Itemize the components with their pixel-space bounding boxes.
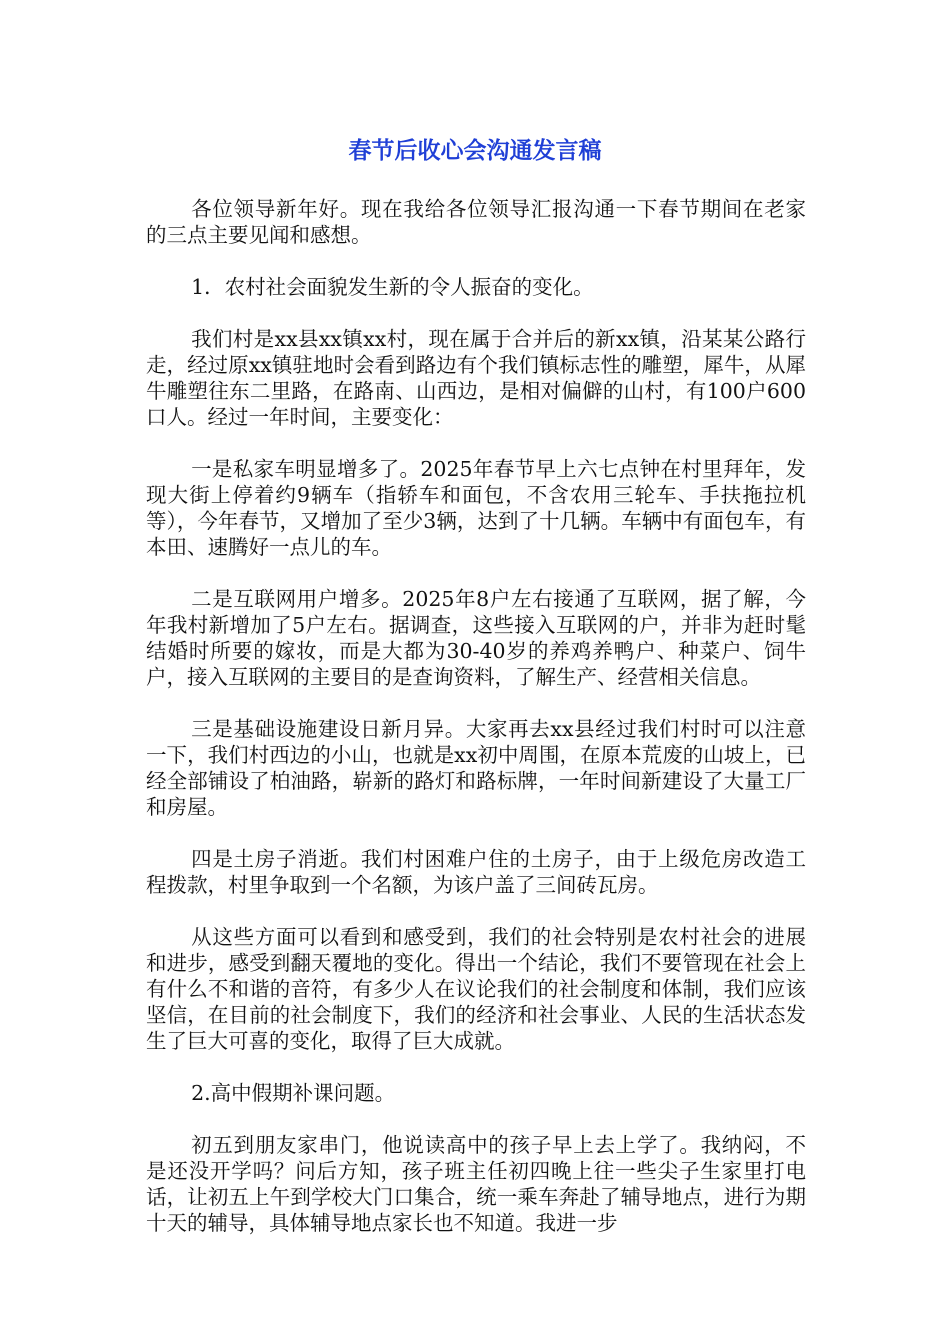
- paragraph-infrastructure: 三是基础设施建设日新月异。大家再去xx县经过我们村时可以注意一下，我们村西边的小山，也就是xx初中周围，在原本荒废的山坡上，已经全部铺设了柏油路，崭新的路灯和路标牌，一年时间新建设了大量工厂和房屋。: [146, 717, 806, 819]
- document-title: 春节后收心会沟通发言稿: [348, 138, 602, 164]
- paragraph-greeting: 各位领导新年好。现在我给各位领导汇报沟通一下春节期间在老家的三点主要见闻和感想。: [146, 197, 806, 247]
- paragraph-private-cars: 一是私家车明显增多了。2025年春节早上六七点钟在村里拜年，发现大街上停着约9辆车（指轿车和面包，不含农用三轮车、手扶拖拉机等），今年春节，又增加了至少3辆，达到了十几辆。车辆中有面包车，有本田、速腾好一点儿的车。: [146, 457, 806, 559]
- paragraph-heading-2: 2.高中假期补课问题。: [191, 1081, 396, 1105]
- paragraph-internet-users: 二是互联网用户增多。2025年8户左右接通了互联网，据了解，今年我村新增加了5户左右。据调查，这些接入互联网的户，并非为赶时髦结婚时所要的嫁妆，而是大都为30-40岁的养鸡养鸭户、种菜户、饲牛户，接入互联网的主要目的是查询资料，了解生产、经营相关信息。: [146, 587, 806, 689]
- paragraph-conclusion: 从这些方面可以看到和感受到，我们的社会特别是农村社会的进展和进步，感受到翻天覆地的变化。得出一个结论，我们不要管现在社会上有什么不和谐的音符，有多少人在议论我们的社会制度和体制，我们应该坚信，在目前的社会制度下，我们的经济和社会事业、人民的生活状态发生了巨大可喜的变化，取得了巨大成就。: [146, 925, 806, 1053]
- paragraph-tutoring: 初五到朋友家串门，他说读高中的孩子早上去上学了。我纳闷，不是还没开学吗？问后方知，孩子班主任初四晚上往一些尖子生家里打电话，让初五上午到学校大门口集合，统一乘车奔赴了辅导地点，进行为期十天的辅导，具体辅导地点家长也不知道。我进一步: [146, 1133, 806, 1235]
- paragraph-heading-1: 1．农村社会面貌发生新的令人振奋的变化。: [191, 275, 594, 299]
- document-body: [146, 196, 806, 1262]
- paragraph-village-intro: 我们村是xx县xx镇xx村，现在属于合并后的新xx镇，沿某某公路行走，经过原xx镇驻地时会看到路边有个我们镇标志性的雕塑，犀牛，从犀牛雕塑往东二里路，在路南、山西边，是相对偏僻的山村，有100户600口人。经过一年时间，主要变化：: [146, 327, 806, 429]
- paragraph-mud-houses: 四是土房子消逝。我们村困难户住的土房子，由于上级危房改造工程拨款，村里争取到一个名额，为该户盖了三间砖瓦房。: [146, 847, 806, 897]
